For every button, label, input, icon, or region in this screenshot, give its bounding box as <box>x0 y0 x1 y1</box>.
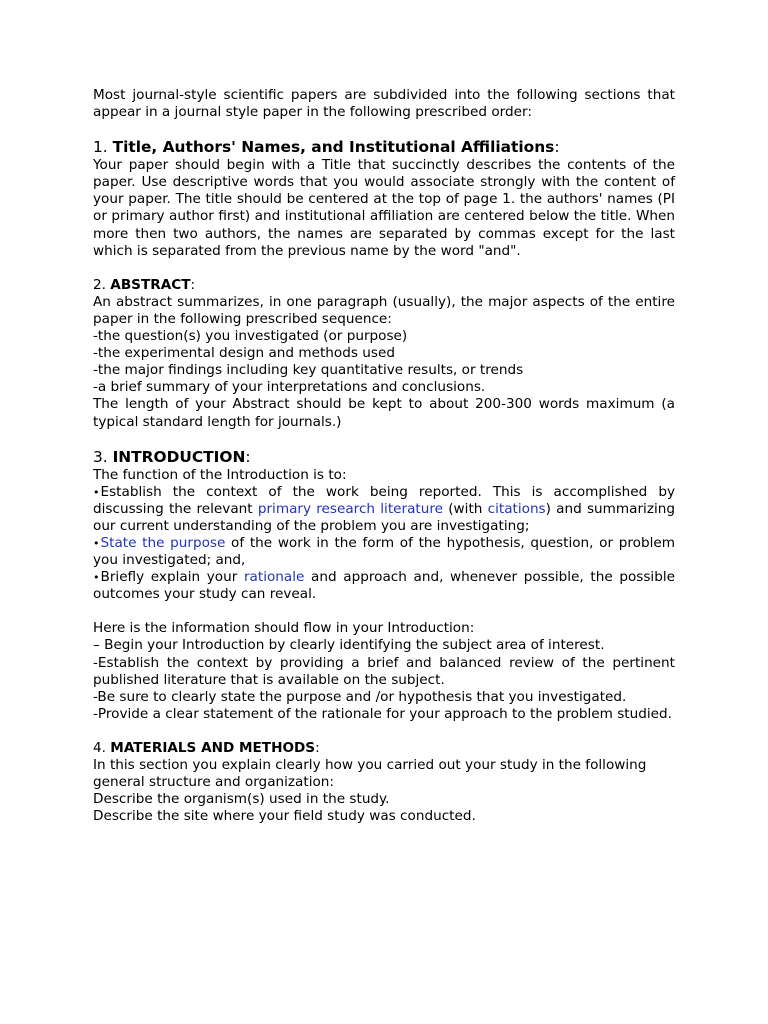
section-1-number: 1. <box>93 138 113 157</box>
bullet-text: of the work in the form of the hypothesis, question, or problem you investigated; and, <box>93 534 675 569</box>
bullet-text: ) and summarizing our current understanding of the problem you are investigating; <box>93 500 675 534</box>
rationale-link[interactable]: rationale <box>243 569 305 586</box>
bullet-text: Establish the context of the work being reported. This is accomplished by discussing the relevant <box>93 483 675 517</box>
bullet-text: (with <box>443 500 488 517</box>
citations-link[interactable]: citations <box>487 500 546 517</box>
primary-research-literature-link[interactable]: primary research literature <box>257 500 444 517</box>
flow-item: -Provide a clear statement of the rationale for your approach to the problem studied. <box>93 705 672 722</box>
section-1-title: Title, Authors' Names, and Institutional Affiliations <box>112 138 555 157</box>
bullet-text: and approach and, whenever possible, the possible outcomes your study can reveal. <box>93 569 675 603</box>
abstract-list-item: -the major findings including key quantitative results, or trends <box>93 362 524 379</box>
flow-item: – Begin your Introduction by clearly identifying the subject area of interest. <box>93 637 605 654</box>
section-2-paragraph-2: The length of your Abstract should be kept to about 200-300 words maximum (a typical standard length for journals.) <box>93 396 675 430</box>
state-the-purpose-link[interactable]: State the purpose <box>100 534 226 551</box>
section-2-number: 2. <box>93 276 111 293</box>
section-2-title: ABSTRACT <box>110 276 191 293</box>
section-1-colon: : <box>554 138 560 157</box>
methods-line: general structure and organization: <box>93 774 334 791</box>
methods-line: Describe the site where your field study was conducted. <box>93 808 476 825</box>
flow-lead: Here is the information should flow in your Introduction: <box>93 620 475 637</box>
flow-item: -Establish the context by providing a brief and balanced review of the pertinent published literature that is available on the subject. <box>93 654 675 688</box>
methods-line: Describe the organism(s) used in the study. <box>93 791 390 808</box>
section-3-colon: : <box>245 447 251 466</box>
section-4-paragraph: In this section you explain clearly how you carried out your study in the following <box>93 757 647 773</box>
section-4-heading <box>93 740 675 757</box>
abstract-list-item: -a brief summary of your interpretations and conclusions. <box>93 379 486 396</box>
section-2-heading <box>93 277 675 294</box>
section-3-title: INTRODUCTION <box>112 447 246 466</box>
flow-item: -Be sure to clearly state the purpose and /or hypothesis that you investigated. <box>93 688 627 705</box>
intro-bullet-3 <box>93 569 675 603</box>
abstract-list-item: -the question(s) you investigated (or purpose) <box>93 328 408 345</box>
section-3-number: 3. <box>93 447 113 466</box>
section-3-lead: The function of the Introduction is to: <box>93 466 347 483</box>
section-1-body: Your paper should begin with a Title that succinctly describes the contents of the paper. Use descriptive words that you would associate strongly with the content of your paper. The title should be centered at the top of page 1. the authors' names (PI or primary author first) and institutional affiliation are centered below the title. When more then two authors, the names are separated by commas except for the last which is separated from the previous name by the word "and". <box>93 157 675 259</box>
intro-bullet-1 <box>93 484 675 535</box>
section-4-title: MATERIALS AND METHODS <box>110 739 316 756</box>
section-4-number: 4. <box>93 739 111 756</box>
section-2-paragraph-1: An abstract summarizes, in one paragraph (usually), the major aspects of the entire paper in the following prescribed sequence: <box>93 293 675 327</box>
section-4-colon: : <box>315 739 320 756</box>
bullet-text: Briefly explain your <box>100 569 244 586</box>
section-1-heading <box>93 138 675 157</box>
bullet-icon: • <box>93 485 100 499</box>
abstract-list-item: -the experimental design and methods used <box>93 345 395 362</box>
document-body <box>93 87 675 825</box>
bullet-icon: • <box>93 571 100 585</box>
intro-paragraph: Most journal-style scientific papers are subdivided into the following sections that appear in a journal style paper in the following prescribed order: <box>93 87 675 121</box>
section-2-colon: : <box>190 276 196 293</box>
section-3-heading <box>93 448 675 467</box>
intro-bullet-2 <box>93 535 675 569</box>
bullet-icon: • <box>93 536 100 550</box>
